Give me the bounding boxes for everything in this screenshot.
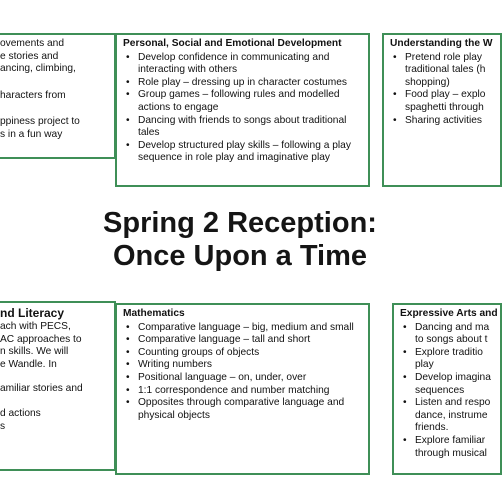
list-item: • Dancing with friends to songs about traditional tales: [123, 115, 362, 140]
list-item: ovements and: [0, 38, 64, 49]
page-title-line-1: Spring 2 Reception:: [103, 207, 377, 239]
list-item: • Develop structured play skills – following a play sequence in role play and imaginative play: [123, 140, 362, 165]
list-item: • Explore familiar through musical: [400, 435, 494, 460]
literacy-topic-box: [0, 301, 116, 471]
list-item: AC approaches to: [0, 333, 82, 345]
mathematics-topic-box: [115, 303, 370, 475]
list-item: • Develop imagina sequences: [400, 372, 494, 397]
list-item: • Positional language – on, under, over: [123, 372, 362, 385]
literacy-heading: nd Literacy: [0, 306, 65, 320]
literacy-lines: [0, 321, 108, 433]
list-item: • Writing numbers: [123, 359, 362, 372]
mathematics-list: [123, 322, 362, 423]
list-item: • 1:1 correspondence and number matching: [123, 385, 362, 398]
list-item: • Comparative language – big, medium and small: [123, 322, 362, 335]
page-title: [0, 207, 480, 273]
list-item: d actions: [0, 407, 41, 419]
list-item: • Food play – explo spaghetti through: [390, 89, 494, 114]
page-title-line-2: Once Upon a Time: [112, 240, 368, 272]
mathematics-heading: Mathematics: [123, 308, 185, 319]
list-item: • Comparative language – tall and short: [123, 334, 362, 347]
list-item: ach with PECS,: [0, 321, 71, 332]
expressive-arts-heading: Expressive Arts and: [400, 308, 498, 319]
list-item: • Dancing and ma to songs about t: [400, 322, 494, 347]
list-item: • Group games – following rules and modelled actions to engage: [123, 89, 362, 114]
top-left-topic-box: [0, 33, 116, 159]
list-item: e stories and: [0, 50, 59, 62]
list-item: amiliar stories and: [0, 383, 83, 395]
understanding-world-list: [390, 52, 494, 128]
list-item: ancing, climbing,: [0, 63, 76, 75]
list-item: • Listen and respo dance, instrume friends.: [400, 397, 494, 435]
psed-topic-box: [115, 33, 370, 187]
understanding-world-topic-box: [382, 33, 502, 187]
list-item: • Sharing activities: [390, 115, 494, 128]
list-item: ppiness project to: [0, 116, 80, 128]
expressive-arts-list: [400, 322, 494, 461]
understanding-world-heading: Understanding the W: [390, 38, 493, 49]
list-item: haracters from: [0, 89, 66, 101]
list-item: n skills. We will: [0, 346, 69, 358]
list-item: • Develop confidence in communicating and interacting with others: [123, 52, 362, 77]
list-item: • Counting groups of objects: [123, 347, 362, 360]
list-item: • Pretend role play traditional tales (h shopping): [390, 52, 494, 90]
psed-list: [123, 52, 362, 165]
psed-heading: Personal, Social and Emotional Development: [123, 38, 342, 49]
list-item: s: [0, 420, 6, 432]
expressive-arts-topic-box: [392, 303, 502, 475]
list-item: • Role play – dressing up in character costumes: [123, 77, 362, 90]
list-item: • Explore traditio play: [400, 347, 494, 372]
list-item: • Opposites through comparative language and physical objects: [123, 397, 362, 422]
list-item: e Wandle. In: [0, 358, 57, 370]
list-item: s in a fun way: [0, 128, 63, 140]
top-left-lines: [0, 38, 108, 142]
